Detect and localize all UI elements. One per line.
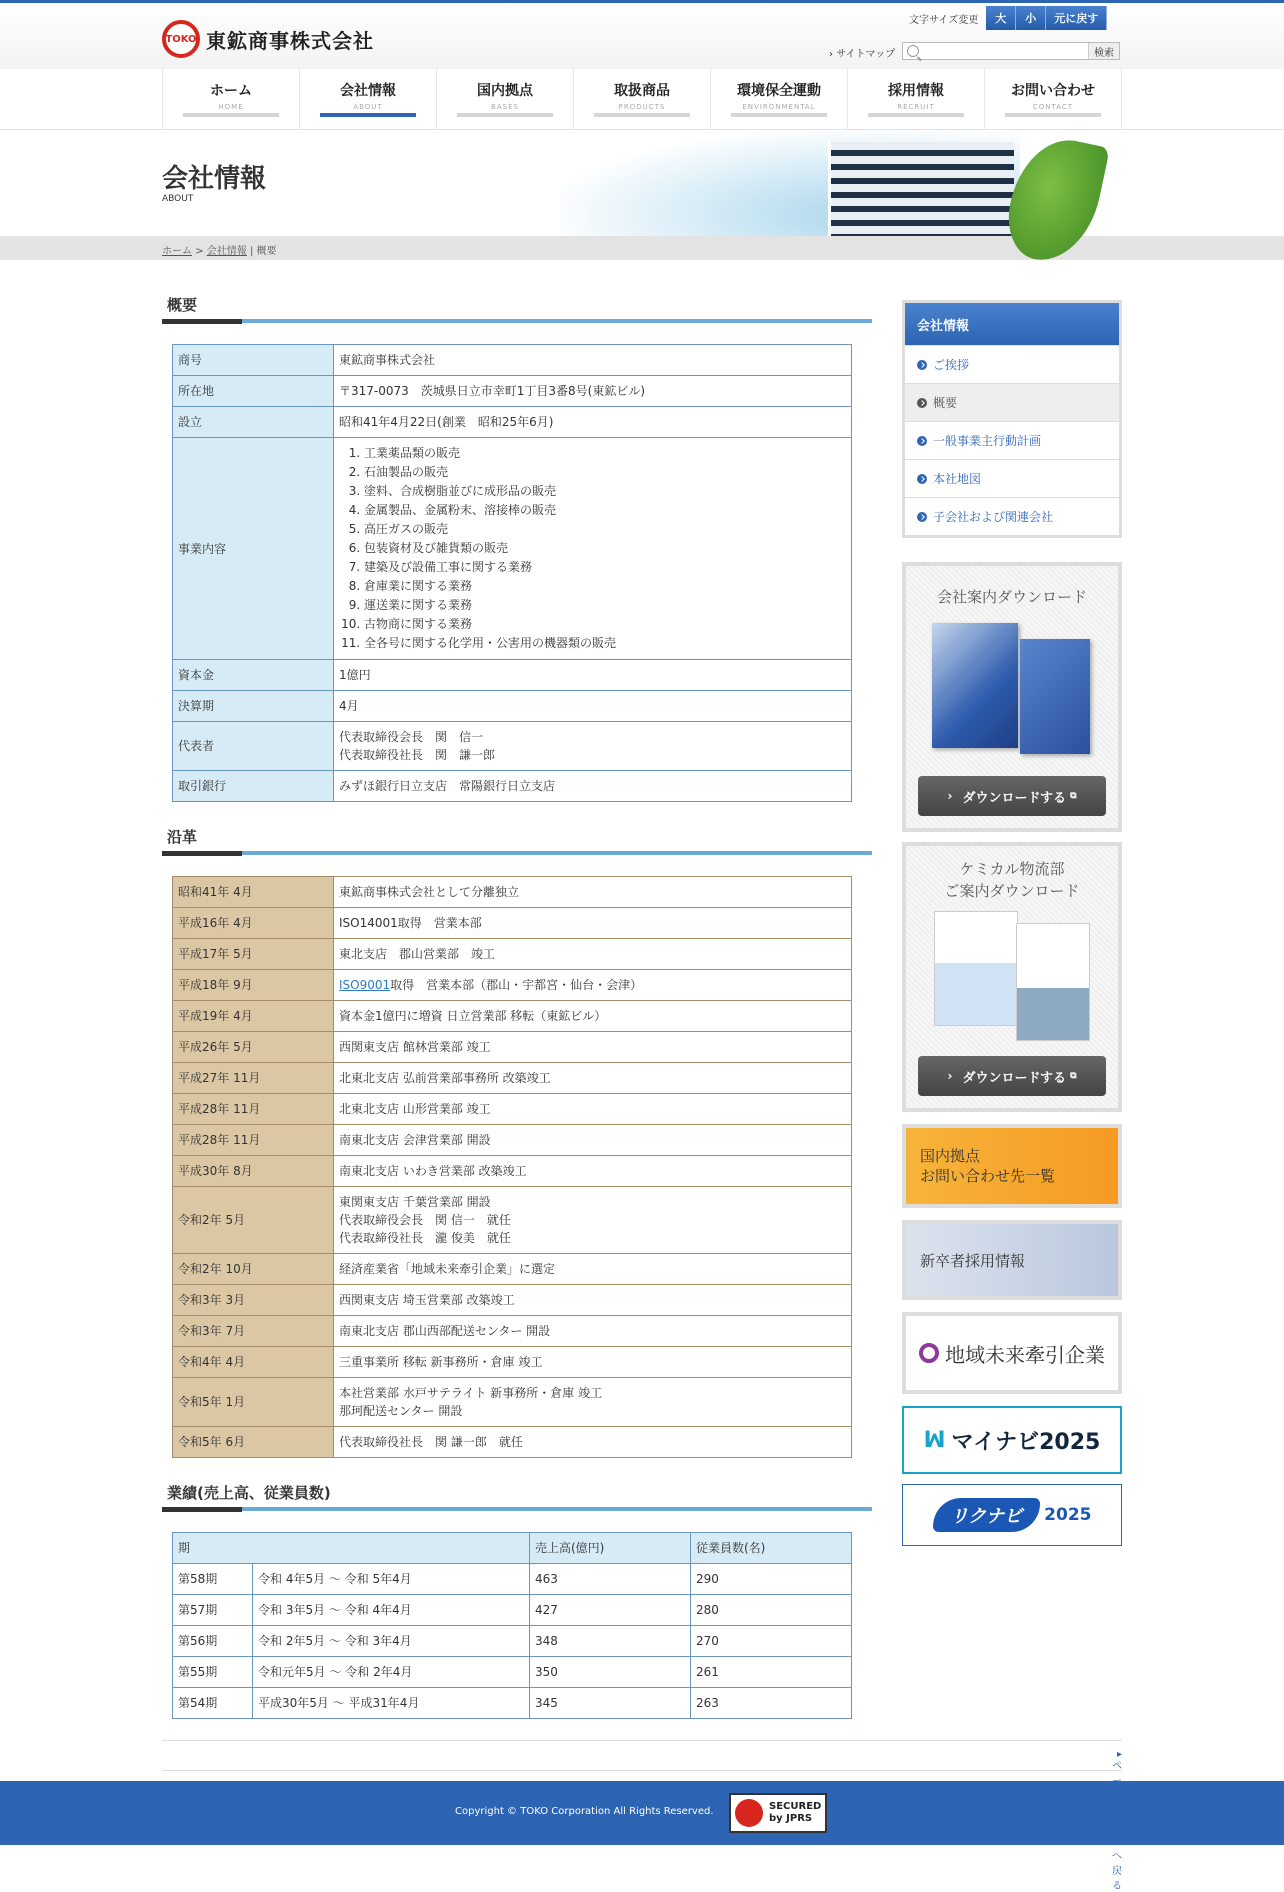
history-date: 令和2年 5月 (173, 1187, 334, 1254)
staff: 263 (691, 1688, 852, 1719)
logo-text: 東鉱商事株式会社 (206, 28, 374, 53)
brochure-image (1020, 639, 1090, 754)
seal-text: by JPRS (769, 1813, 813, 1824)
staff: 290 (691, 1564, 852, 1595)
row-label: 資本金 (173, 660, 334, 691)
list-item: 10. 古物商に関する業務 (364, 615, 846, 634)
rikunabi-logo: リクナビ (933, 1498, 1041, 1532)
section-title: 概要 (167, 296, 198, 314)
row-value (334, 722, 852, 771)
history-line: 本社営業部 水戸サテライト 新事務所・倉庫 竣工 (339, 1386, 603, 1400)
list-item: 1. 工業薬品類の販売 (364, 444, 846, 463)
list-item: 6. 包装資材及び雑貨類の販売 (364, 539, 846, 558)
table-row (173, 1125, 852, 1156)
gnav-label: 会社情報 (340, 83, 396, 99)
list-item: 11. 全各号に関する化学用・公害用の機器類の販売 (364, 634, 846, 653)
gnav-products[interactable] (574, 69, 711, 129)
col-period: 期 (173, 1533, 530, 1564)
list-item: 9. 運送業に関する業務 (364, 596, 846, 615)
history-text: 三重事業所 移転 新事務所・倉庫 竣工 (334, 1347, 852, 1378)
download-button[interactable] (918, 776, 1106, 816)
gnav-indicator (1005, 113, 1101, 117)
overview-table (172, 344, 852, 802)
term: 第56期 (173, 1626, 253, 1657)
external-link-icon: ⧉ (1070, 1071, 1077, 1081)
rep-line: 代表取締役社長 関 謙一郎 (339, 748, 496, 762)
overview-heading (162, 290, 872, 324)
history-text: 北東北支店 弘前営業部事務所 改築竣工 (334, 1063, 852, 1094)
gnav-sublabel: BASES (491, 103, 519, 111)
table-row (173, 1595, 852, 1626)
gnav-sublabel: HOME (218, 103, 244, 111)
history-date: 平成28年 11月 (173, 1125, 334, 1156)
page-subtitle: ABOUT (162, 194, 194, 204)
period: 平成30年5月 〜 平成31年4月 (253, 1688, 530, 1719)
history-date: 令和4年 4月 (173, 1347, 334, 1378)
table-row (173, 1156, 852, 1187)
row-value: 4月 (334, 691, 852, 722)
table-row (173, 1001, 852, 1032)
history-text: 南東北支店 郡山西部配送センター 開設 (334, 1316, 852, 1347)
gnav-about[interactable] (300, 69, 437, 129)
table-row (173, 1427, 852, 1458)
sales: 348 (530, 1626, 691, 1657)
sales: 463 (530, 1564, 691, 1595)
jprs-seal[interactable] (729, 1793, 827, 1833)
company-brochure-download (902, 562, 1122, 832)
list-item: 5. 高圧ガスの販売 (364, 520, 846, 539)
sidebar-item-map[interactable] (905, 459, 1119, 497)
history-date: 令和3年 7月 (173, 1316, 334, 1347)
table-row (173, 970, 852, 1001)
row-label: 代表者 (173, 722, 334, 771)
arrow-circle-icon (917, 436, 927, 446)
term: 第55期 (173, 1657, 253, 1688)
font-small-button[interactable]: 小 (1016, 6, 1046, 30)
font-large-button[interactable]: 大 (986, 6, 1016, 30)
brochure-image (932, 623, 1018, 748)
term: 第57期 (173, 1595, 253, 1626)
breadcrumb (162, 242, 277, 257)
gnav-indicator (731, 113, 827, 117)
rikunabi-banner[interactable] (902, 1484, 1122, 1546)
sidebar-item-label: ご挨拶 (933, 358, 970, 372)
table-row (173, 1094, 852, 1125)
history-text (334, 970, 852, 1001)
history-heading (162, 822, 872, 856)
history-date: 平成28年 11月 (173, 1094, 334, 1125)
banner-content: 新卒者採用情報 (906, 1224, 1118, 1296)
business-list (339, 444, 846, 653)
ring-logo-icon (919, 1343, 939, 1363)
building-image (828, 142, 1014, 236)
banner-content (906, 1316, 1118, 1390)
history-date: 平成26年 5月 (173, 1032, 334, 1063)
term: 第54期 (173, 1688, 253, 1719)
recruit-banner[interactable] (902, 1220, 1122, 1300)
arrow-circle-icon (917, 474, 927, 484)
table-row (173, 1032, 852, 1063)
history-date: 平成18年 9月 (173, 970, 334, 1001)
gnav-indicator (183, 113, 279, 117)
term: 第58期 (173, 1564, 253, 1595)
period: 令和 2年5月 〜 令和 3年4月 (253, 1626, 530, 1657)
download-button-label: ダウンロードする (962, 1070, 1067, 1086)
performance-table (172, 1532, 852, 1719)
gnav-sublabel: PRODUCTS (618, 103, 666, 111)
banner-line: 国内拠点 (920, 1147, 981, 1165)
banner-text: 2025 (1044, 1505, 1092, 1525)
col-staff: 従業員数(名) (691, 1533, 852, 1564)
download-title: 会社案内ダウンロード (936, 588, 1087, 606)
brochure-image (934, 911, 1018, 1026)
table-row (173, 1187, 852, 1254)
row-value: みずほ銀行日立支店 常陽銀行日立支店 (334, 771, 852, 802)
table-row (173, 1254, 852, 1285)
table-row (173, 908, 852, 939)
table-row (173, 771, 852, 802)
table-row (173, 1347, 852, 1378)
table-row (173, 345, 852, 376)
sales: 350 (530, 1657, 691, 1688)
banner-text: 地域未来牽引企業 (945, 1342, 1105, 1367)
breadcrumb-home[interactable]: ホーム (162, 246, 192, 257)
table-row (173, 722, 852, 771)
table-row (173, 660, 852, 691)
history-date: 昭和41年 4月 (173, 877, 334, 908)
table-row (173, 1688, 852, 1719)
sales: 427 (530, 1595, 691, 1626)
seal-text: SECURED (769, 1801, 822, 1812)
external-link-icon: ⧉ (1070, 791, 1077, 801)
arrow-circle-icon (917, 360, 927, 370)
col-sales: 売上高(億円) (530, 1533, 691, 1564)
banner-line: お問い合わせ先一覧 (920, 1167, 1056, 1185)
font-size-switcher (909, 6, 1107, 30)
sitemap-label: サイトマップ (836, 49, 896, 60)
gnav-indicator (594, 113, 690, 117)
history-text: 南東北支店 いわき営業部 改築竣工 (334, 1156, 852, 1187)
period: 令和元年5月 〜 令和 2年4月 (253, 1657, 530, 1688)
table-row (173, 1564, 852, 1595)
mynavi-banner[interactable] (902, 1406, 1122, 1474)
gnav-label: ホーム (210, 83, 252, 99)
history-text: 北東北支店 山形営業部 竣工 (334, 1094, 852, 1125)
history-text: 東鉱商事株式会社として分離独立 (334, 877, 852, 908)
row-label: 決算期 (173, 691, 334, 722)
gnav-environmental[interactable] (711, 69, 848, 129)
gnav-sublabel: RECRUIT (897, 103, 935, 111)
banner-content (906, 1128, 1118, 1204)
breadcrumb-separator: > (195, 246, 204, 257)
list-item: 3. 塗料、合成樹脂並びに成形品の販売 (364, 482, 846, 501)
gnav-indicator (320, 113, 416, 117)
arrow-circle-icon (917, 398, 927, 408)
history-date: 令和3年 3月 (173, 1285, 334, 1316)
sidebar-item-label: 概要 (933, 396, 958, 410)
row-value (334, 438, 852, 660)
table-row (173, 1626, 852, 1657)
history-date: 平成17年 5月 (173, 939, 334, 970)
history-text: 西関東支店 埼玉営業部 改築竣工 (334, 1285, 852, 1316)
gnav-label: 国内拠点 (477, 83, 533, 99)
banner-text: マイナビ2025 (951, 1429, 1101, 1455)
gnav-sublabel: ENVIRONMENTAL (742, 103, 816, 111)
history-text: 東北支店 郡山営業部 竣工 (334, 939, 852, 970)
table-row (173, 877, 852, 908)
history-date: 平成19年 4月 (173, 1001, 334, 1032)
history-date: 平成27年 11月 (173, 1063, 334, 1094)
gnav-recruit[interactable] (848, 69, 985, 129)
chevron-right-icon: › (947, 789, 953, 803)
history-date: 令和5年 6月 (173, 1427, 334, 1458)
section-title: 業績(売上高、従業員数) (167, 1484, 331, 1502)
brochure-image (1016, 923, 1090, 1041)
table-row (173, 691, 852, 722)
gnav-sublabel: ABOUT (353, 103, 383, 111)
gnav-label: 環境保全運動 (737, 83, 821, 99)
font-reset-button[interactable]: 元に戻す (1046, 6, 1107, 30)
list-item: 2. 石油製品の販売 (364, 463, 846, 482)
history-text: 南東北支店 会津営業部 開設 (334, 1125, 852, 1156)
row-label: 取引銀行 (173, 771, 334, 802)
sidebar-heading[interactable]: 会社情報 (905, 303, 1119, 345)
table-row (173, 1657, 852, 1688)
history-text: 経済産業省「地域未来牽引企業」に選定 (334, 1254, 852, 1285)
row-label: 事業内容 (173, 438, 334, 660)
mynavi-logo-icon: ꟽ (923, 1427, 946, 1453)
section-title: 沿革 (167, 828, 198, 846)
lock-icon (735, 1799, 763, 1827)
global-nav (162, 69, 1122, 129)
history-text (334, 1187, 852, 1254)
list-item: 4. 金属製品、金属粉末、溶接棒の販売 (364, 501, 846, 520)
sitemap-link[interactable]: › サイトマップ (829, 49, 896, 60)
search-input[interactable] (925, 43, 1085, 59)
table-row (173, 1063, 852, 1094)
gnav-sublabel: CONTACT (1032, 103, 1074, 111)
search-icon (907, 45, 919, 57)
list-item: 7. 建築及び設備工事に関する業務 (364, 558, 846, 577)
table-row (173, 1378, 852, 1427)
sidebar-item-greeting[interactable] (905, 345, 1119, 383)
history-text: 代表取締役社長 関 謙一郎 就任 (334, 1427, 852, 1458)
sidebar-item-overview[interactable] (905, 383, 1119, 421)
row-label: 所在地 (173, 376, 334, 407)
copyright: Copyright © TOKO Corporation All Rights Reserved. (455, 1806, 714, 1817)
staff: 280 (691, 1595, 852, 1626)
site-header (0, 3, 1284, 69)
arrow-circle-icon (917, 512, 927, 522)
performance-heading (162, 1478, 872, 1512)
sidebar-nav (902, 300, 1122, 538)
gnav-label: お問い合わせ (1011, 83, 1095, 99)
row-value: 〒317-0073 茨城県日立市幸町1丁目3番8号(東鉱ビル) (334, 376, 852, 407)
staff: 261 (691, 1657, 852, 1688)
table-row (173, 1316, 852, 1347)
row-value: 東鉱商事株式会社 (334, 345, 852, 376)
history-date: 平成30年 8月 (173, 1156, 334, 1187)
logo-mark: TOKO (162, 20, 200, 58)
rep-line: 代表取締役会長 関 信一 (339, 730, 484, 744)
history-line: 那珂配送センター 開設 (339, 1404, 463, 1418)
table-row (173, 407, 852, 438)
regional-future-banner[interactable] (902, 1312, 1122, 1394)
download-title: ケミカル物流部 (959, 860, 1065, 878)
history-date: 平成16年 4月 (173, 908, 334, 939)
breadcrumb-about[interactable]: 会社情報 (206, 246, 247, 257)
gnav-indicator (868, 113, 964, 117)
download-button-label: ダウンロードする (962, 790, 1067, 806)
history-date: 令和5年 1月 (173, 1378, 334, 1427)
site-footer (0, 1781, 1284, 1845)
back-to-top-label: ペ へ戻る (1112, 1761, 1122, 1892)
site-logo[interactable] (162, 19, 374, 59)
table-row (173, 1285, 852, 1316)
page-title: 会社情報 (162, 164, 267, 194)
search-button[interactable]: 検索 (1088, 43, 1119, 59)
list-item: 8. 倉庫業に関する業務 (364, 577, 846, 596)
sales: 345 (530, 1688, 691, 1719)
gnav-home[interactable] (163, 69, 300, 129)
table-row (173, 376, 852, 407)
sidebar-item-label: 一般事業主行動計画 (933, 434, 1042, 448)
row-label: 商号 (173, 345, 334, 376)
font-size-label: 文字サイズ変更 (909, 14, 979, 26)
history-line: 東関東支店 千葉営業部 開設 (339, 1195, 491, 1209)
gnav-indicator (457, 113, 553, 117)
gnav-contact[interactable] (985, 69, 1122, 129)
period: 令和 3年5月 〜 令和 4年4月 (253, 1595, 530, 1626)
history-text: 資本金1億円に増資 日立営業部 移転（東鉱ビル） (334, 1001, 852, 1032)
table-header-row (173, 1533, 852, 1564)
history-text-rest: 取得 営業本部（郡山・宇都宮・仙台・会津） (390, 978, 643, 992)
history-line: 代表取締役社長 瀧 俊美 就任 (339, 1231, 511, 1245)
table-row (173, 438, 852, 660)
staff: 270 (691, 1626, 852, 1657)
sidebar-item-action-plan[interactable] (905, 421, 1119, 459)
table-row (173, 939, 852, 970)
back-to-top-link[interactable]: ▸ ペ へ戻る (1112, 1749, 1122, 1892)
gnav-bases[interactable] (437, 69, 574, 129)
iso9001-link[interactable]: ISO9001 (339, 978, 391, 992)
history-text: 西関東支店 館林営業部 竣工 (334, 1032, 852, 1063)
bases-contact-banner[interactable] (902, 1124, 1122, 1208)
row-label: 設立 (173, 407, 334, 438)
sidebar-item-affiliates[interactable] (905, 497, 1119, 535)
row-value: 1億円 (334, 660, 852, 691)
history-line: 代表取締役会長 関 信一 就任 (339, 1213, 511, 1227)
history-table (172, 876, 852, 1458)
sidebar-item-label: 子会社および関連会社 (933, 510, 1054, 524)
main-content (162, 290, 872, 1739)
row-value: 昭和41年4月22日(創業 昭和25年6月) (334, 407, 852, 438)
gnav-label: 取扱商品 (614, 83, 670, 99)
chemical-logistics-download (902, 842, 1122, 1112)
history-text (334, 1378, 852, 1427)
download-title: ご案内ダウンロード (944, 882, 1080, 900)
sidebar (902, 300, 1122, 1546)
sidebar-item-label: 本社地図 (933, 472, 982, 486)
period: 令和 4年5月 〜 令和 5年4月 (253, 1564, 530, 1595)
search-box (902, 42, 1120, 60)
breadcrumb-current: | 概要 (249, 246, 277, 257)
history-text: ISO14001取得 営業本部 (334, 908, 852, 939)
download-button[interactable] (918, 1056, 1106, 1096)
gnav-label: 採用情報 (888, 83, 944, 99)
chevron-right-icon: › (947, 1069, 953, 1083)
history-date: 令和2年 10月 (173, 1254, 334, 1285)
breadcrumb-bar (0, 236, 1284, 260)
